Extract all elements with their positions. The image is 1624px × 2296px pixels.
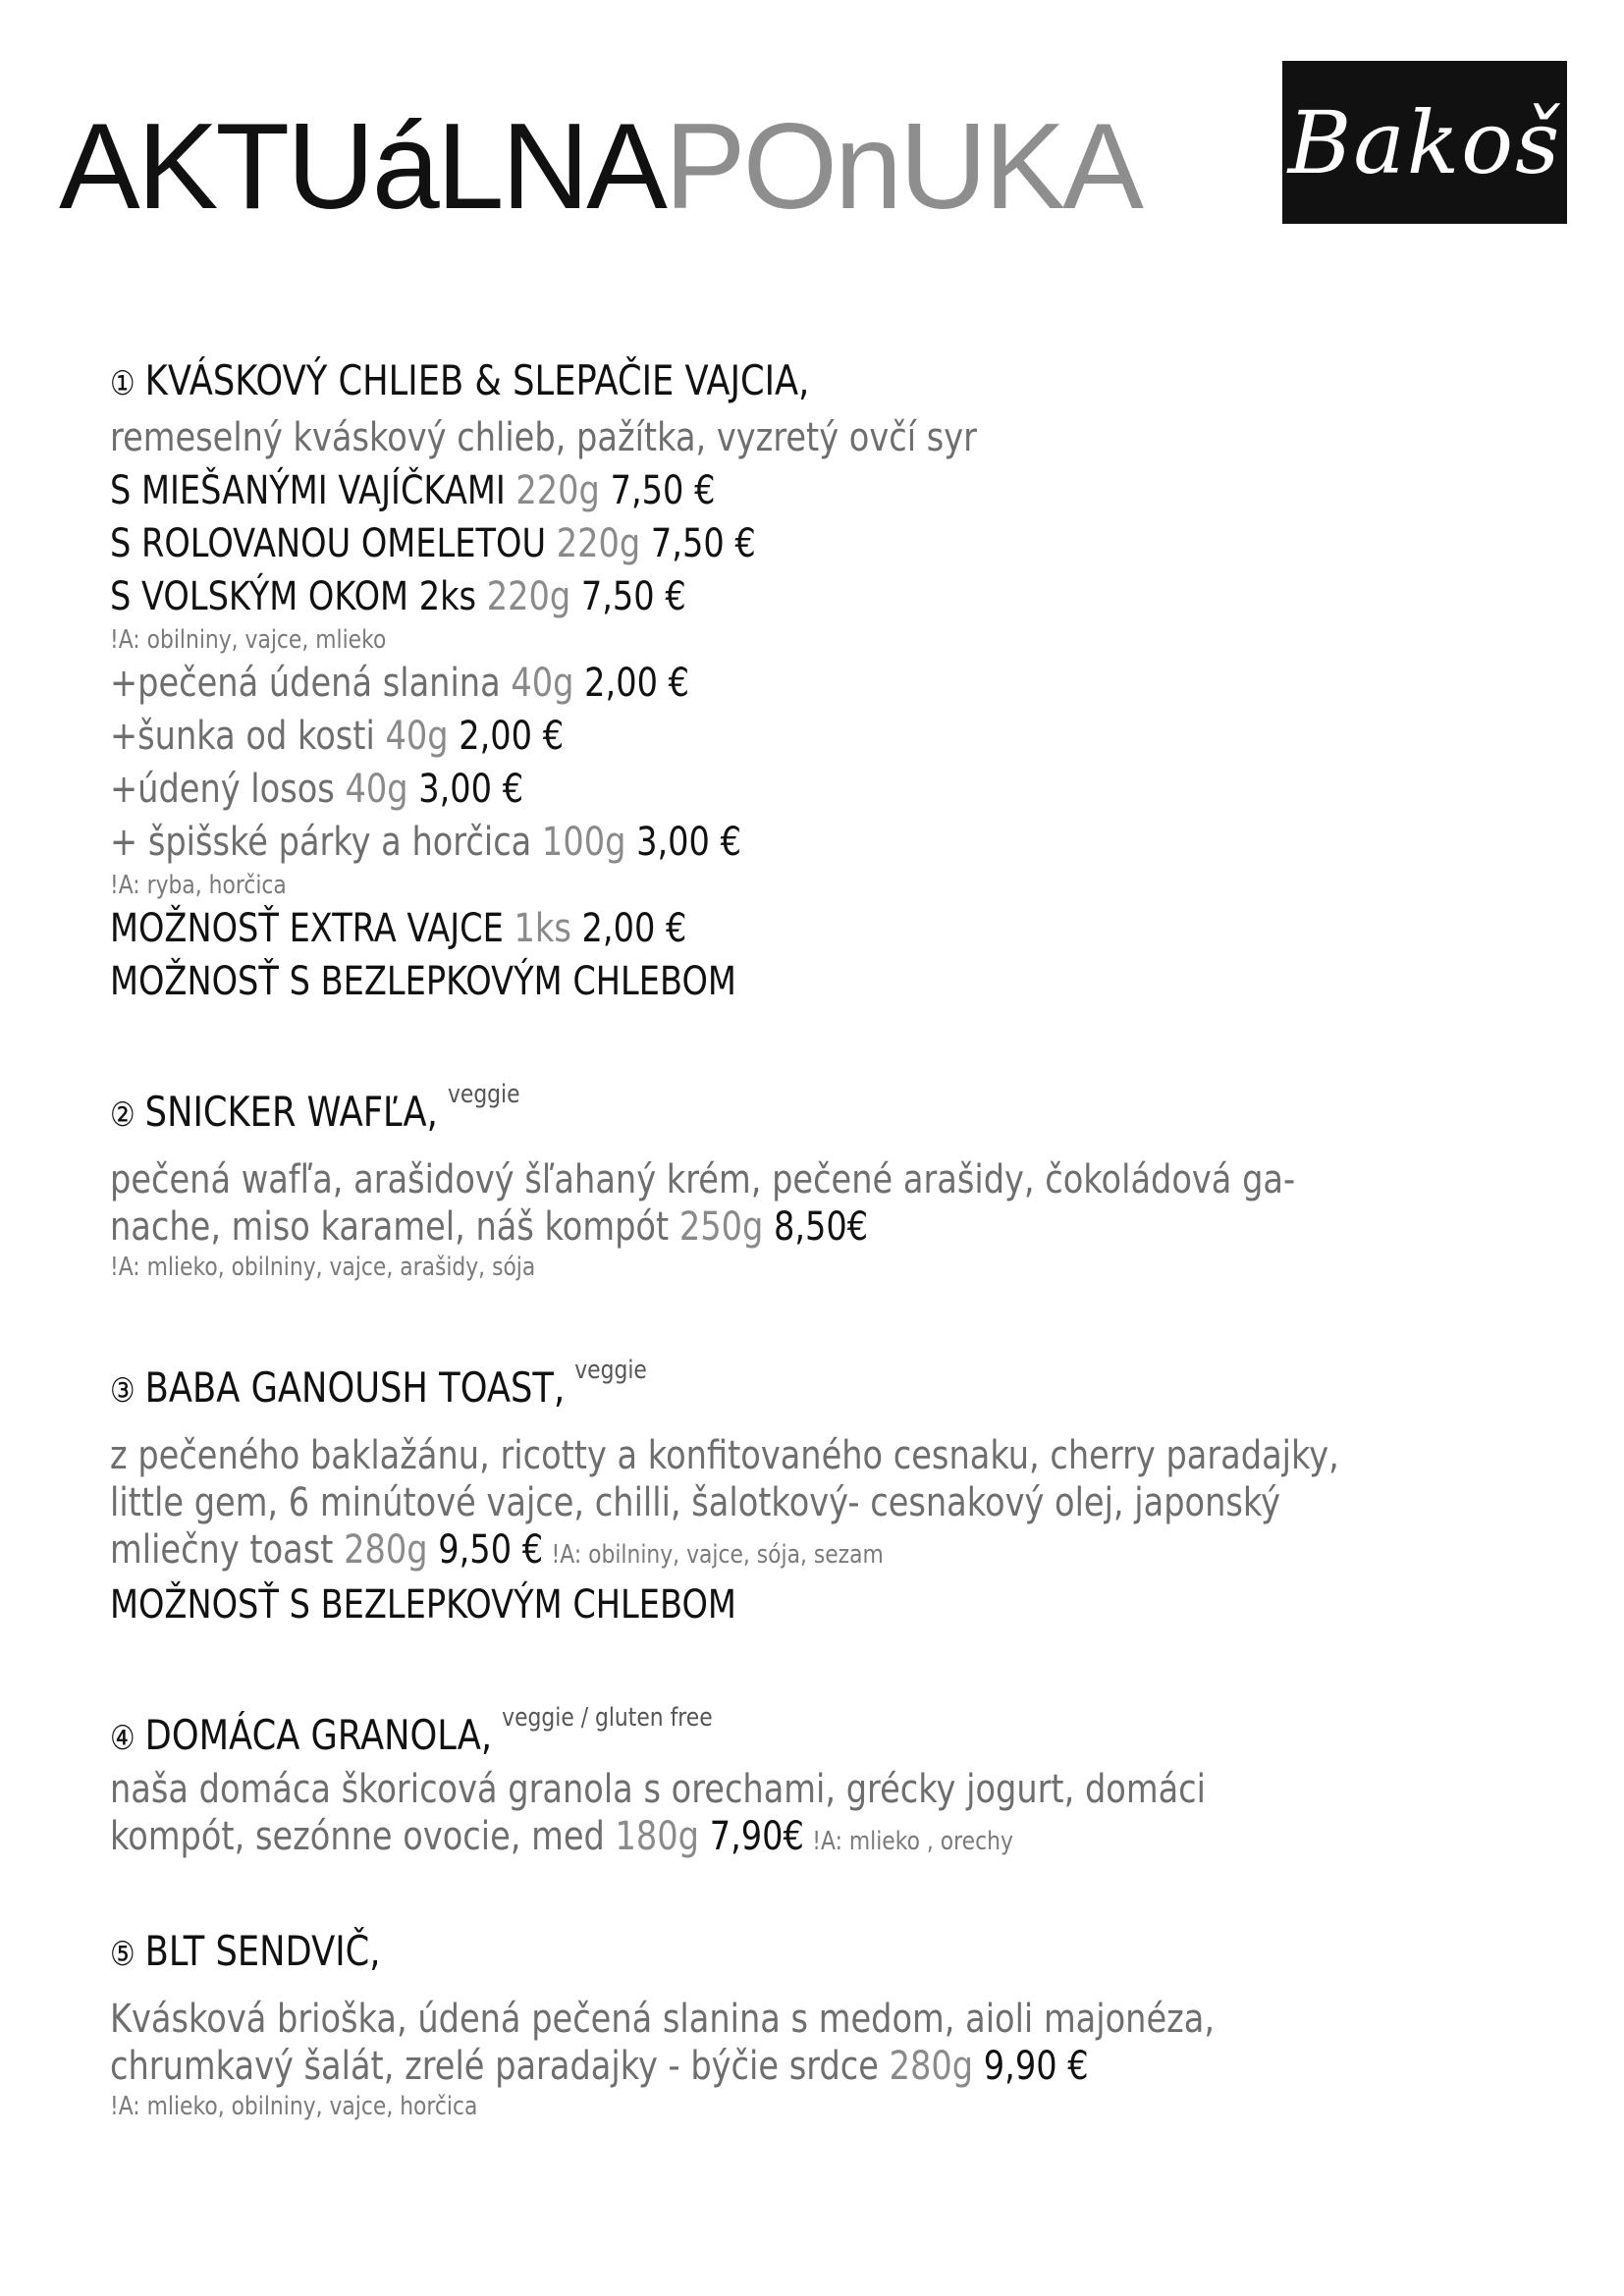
menu-item-3 (110, 1343, 1524, 1631)
extra-egg-row: MOŽNOSŤ EXTRA VAJCE 1ks 2,00 € (110, 906, 687, 951)
item-heading (110, 1690, 1298, 1766)
allergens: !A: obilniny, vajce, mlieko (110, 625, 387, 655)
item-description: naša domáca škoricová granola s orechami, grécky jogurt, domáci (110, 1767, 1206, 1812)
title-black: AKTUáLNA (59, 99, 665, 235)
page-header (59, 91, 1591, 245)
title-gray: POnUKA (664, 99, 1141, 235)
item-heading (110, 1067, 1298, 1143)
allergens: !A: mlieko, obilniny, vajce, horčica (110, 2092, 478, 2121)
allergens: !A: obilniny, vajce, sója, sezam (551, 1540, 884, 1570)
item-title: DOMÁCA GRANOLA, (144, 1711, 493, 1759)
logo-text: Bakoš (1287, 91, 1562, 193)
item-heading (110, 353, 1298, 411)
item-description: mliečny toast 280g 9,50 € !A: obilniny, vajce, sója, sezam (110, 1527, 884, 1573)
option-row: S ROLOVANOU OMELETOU 220g 7,50 € (110, 521, 756, 566)
page-title (59, 99, 1141, 235)
item-description: nache, miso karamel, náš kompót 250g 8,50€ (110, 1204, 869, 1250)
item-title: BABA GANOUSH TOAST, (144, 1363, 566, 1412)
gluten-free-option: MOŽNOSŤ S BEZLEPKOVÝM CHLEBOM (110, 959, 736, 1004)
item-title: KVÁSKOVÝ CHLIEB & SLEPAČIE VAJCIA, (144, 356, 810, 404)
option-row: S MIEŠANÝMI VAJÍČKAMI 220g 7,50 € (110, 468, 716, 513)
item-tag: veggie (447, 1080, 520, 1109)
item-number: ⑤ (110, 1935, 135, 1974)
extra-row: +údený losos 40g 3,00 € (110, 767, 524, 812)
item-description: Kvásková brioška, údená pečená slanina s medom, aioli majonéza, (110, 1997, 1216, 2042)
bakos-logo (1282, 61, 1567, 224)
item-title: BLT SENDVIČ, (144, 1927, 381, 1975)
extra-row: +šunka od kosti 40g 2,00 € (110, 714, 565, 759)
item-number: ④ (110, 1719, 135, 1758)
item-title: SNICKER WAFĽA, (144, 1088, 438, 1136)
item-description: remeselný kváskový chlieb, pažítka, vyzretý ovčí syr (110, 415, 977, 460)
item-number: ① (110, 364, 135, 403)
allergens: !A: ryba, horčica (110, 871, 287, 900)
item-heading (110, 1924, 1298, 1982)
menu-item-5 (110, 1924, 1524, 2123)
menu-item-4 (110, 1690, 1524, 1865)
item-number: ③ (110, 1371, 135, 1411)
item-heading (110, 1343, 1298, 1418)
menu-item-2 (110, 1067, 1524, 1284)
item-description: chrumkavý šalát, zrelé paradajky - býčie srdce 280g 9,90 € (110, 2044, 1089, 2089)
gluten-free-option: MOŽNOSŤ S BEZLEPKOVÝM CHLEBOM (110, 1582, 736, 1628)
item-tag: veggie / gluten free (502, 1703, 713, 1733)
extra-row: + špišské párky a horčica 100g 3,00 € (110, 820, 741, 865)
option-row: S VOLSKÝM OKOM 2ks 220g 7,50 € (110, 574, 686, 619)
item-description: z pečeného baklažánu, ricotty a konfitovaného cesnaku, cherry paradajky, (110, 1433, 1339, 1478)
allergens: !A: mlieko , orechy (812, 1827, 1013, 1856)
item-number: ② (110, 1095, 135, 1135)
item-description: pečená wafľa, arašidový šľahaný krém, pečené arašidy, čokoládová ga- (110, 1157, 1296, 1202)
item-description: kompót, sezónne ovocie, med 180g 7,90€ !A: mlieko , orechy (110, 1814, 1013, 1859)
menu-item-1 (110, 353, 1524, 1008)
allergens: !A: mlieko, obilniny, vajce, arašidy, sója (110, 1253, 536, 1282)
menu-content (110, 353, 1524, 2182)
item-tag: veggie (574, 1356, 647, 1385)
extra-row: +pečená údená slanina 40g 2,00 € (110, 661, 690, 706)
item-description: little gem, 6 minútové vajce, chilli, šalotkový- cesnakový olej, japonský (110, 1480, 1281, 1525)
